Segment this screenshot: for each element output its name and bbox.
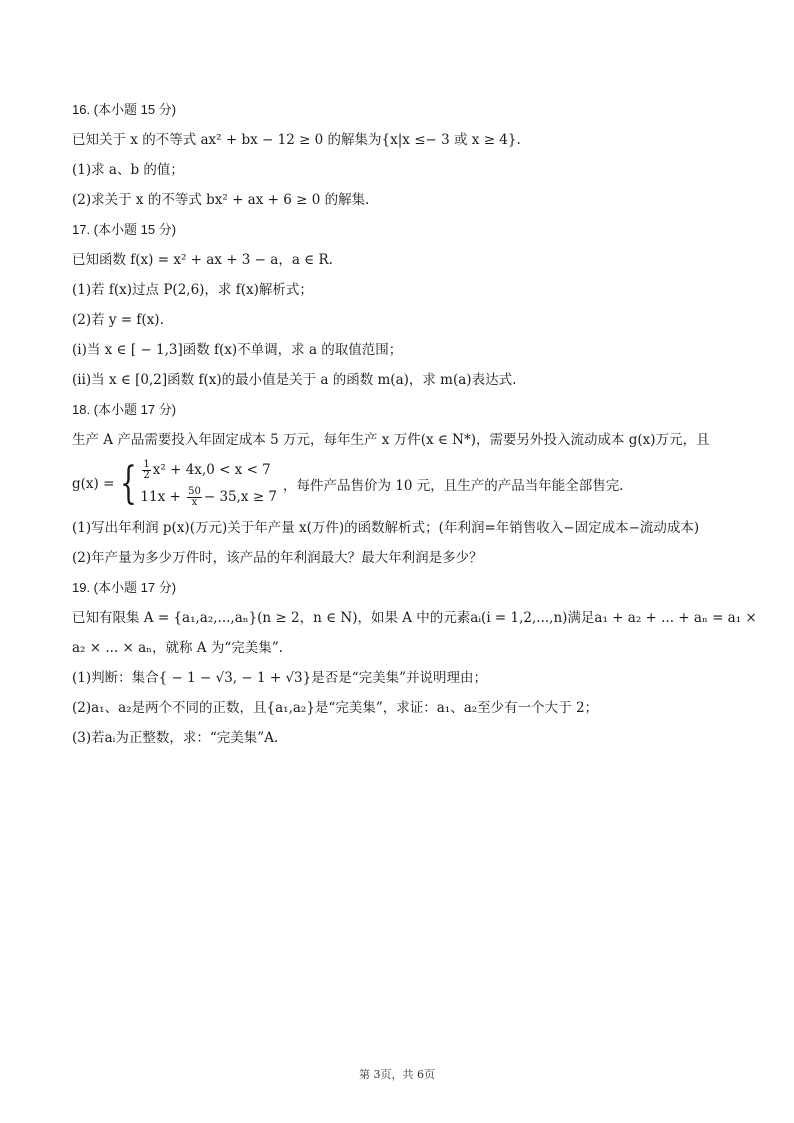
piecewise-label: g(x) = xyxy=(72,476,115,492)
piecewise-cases xyxy=(140,460,277,508)
question-19-stem-line-1: 已知有限集 A = {a₁,a₂,...,aₙ}(n ≥ 2，n ∈ N)，如果 A 中的元素aᵢ(i = 1,2,...,n)满足a₁ + a₂ + ... + aₙ = a₁ × xyxy=(72,610,757,626)
question-17-heading: 17. (本小题 15 分) xyxy=(72,222,177,237)
question-17-part-2: (2)若 y = f(x). xyxy=(72,312,164,328)
question-17-part-1: (1)若 f(x)过点 P(2,6)，求 f(x)解析式； xyxy=(72,282,313,298)
question-16-stem: 已知关于 x 的不等式 ax² + bx − 12 ≥ 0 的解集为{x|x ≤− 3 或 x ≥ 4}. xyxy=(72,132,521,148)
piecewise-case-2: 11x + $\frac{50}{x}$ − 35,x ≥ 7 xyxy=(140,486,278,508)
piecewise-function xyxy=(72,460,732,508)
question-18-stem-continued: ，每件产品售价为 10 元，且生产的产品当年能全部售完. xyxy=(283,478,624,494)
question-18-part-2: (2)年产量为多少万件时，该产品的年利润最大？最大年利润是多少？ xyxy=(72,550,483,566)
question-16-part-1: (1)求 a、b 的值； xyxy=(72,162,184,178)
question-17-stem: 已知函数 f(x) = x² + ax + 3 − a，a ∈ R. xyxy=(72,252,333,268)
question-17-part-2-i: (ⅰ)当 x ∈ [ − 1,3]函数 f(x)不单调，求 a 的取值范围； xyxy=(72,342,403,358)
question-18-stem: 生产 A 产品需要投入年固定成本 5 万元，每年生产 x 万件(x ∈ N*)，需要另外投入流动成本 g(x)万元，且 xyxy=(72,432,710,448)
fraction-50-over-x: $\frac{50}{x}$ xyxy=(188,486,201,508)
page-footer: 第 3页，共 6页 xyxy=(359,1068,435,1081)
question-18-heading: 18. (本小题 17 分) xyxy=(72,402,177,417)
page-content xyxy=(72,100,757,758)
question-19-part-3: (3)若aᵢ为正整数，求：“完美集”A. xyxy=(72,730,279,746)
question-19-heading: 19. (本小题 17 分) xyxy=(72,580,177,595)
question-16-part-2: (2)求关于 x 的不等式 bx² + ax + 6 ≥ 0 的解集. xyxy=(72,192,370,208)
question-19-stem-line-2: a₂ × ... × aₙ，就称 A 为“完美集”. xyxy=(72,640,283,656)
question-16-heading: 16. (本小题 15 分) xyxy=(72,102,177,117)
left-brace: { xyxy=(120,458,138,509)
fraction-half: $\frac{1}{2}$ xyxy=(143,459,150,481)
question-17-part-2-ii: (ⅱ)当 x ∈ [0,2]函数 f(x)的最小值是关于 a 的函数 m(a)，求 m(a)表达式. xyxy=(72,372,517,388)
question-19-part-1: (1)判断：集合{ − 1 − √3, − 1 + √3}是否是“完美集”并说明理由； xyxy=(72,670,488,686)
question-19-part-2: (2)a₁、a₂是两个不同的正数，且{a₁,a₂}是“完美集”，求证：a₁、a₂至少有一个大于 2； xyxy=(72,700,599,716)
question-18-part-1: (1)写出年利润 p(x)(万元)关于年产量 x(万件)的函数解析式；(年利润=年销售收入−固定成本−流动成本) xyxy=(72,520,700,536)
piecewise-case-1: $\frac{1}{2}$ x² + 4x,0 < x < 7 xyxy=(143,459,271,481)
